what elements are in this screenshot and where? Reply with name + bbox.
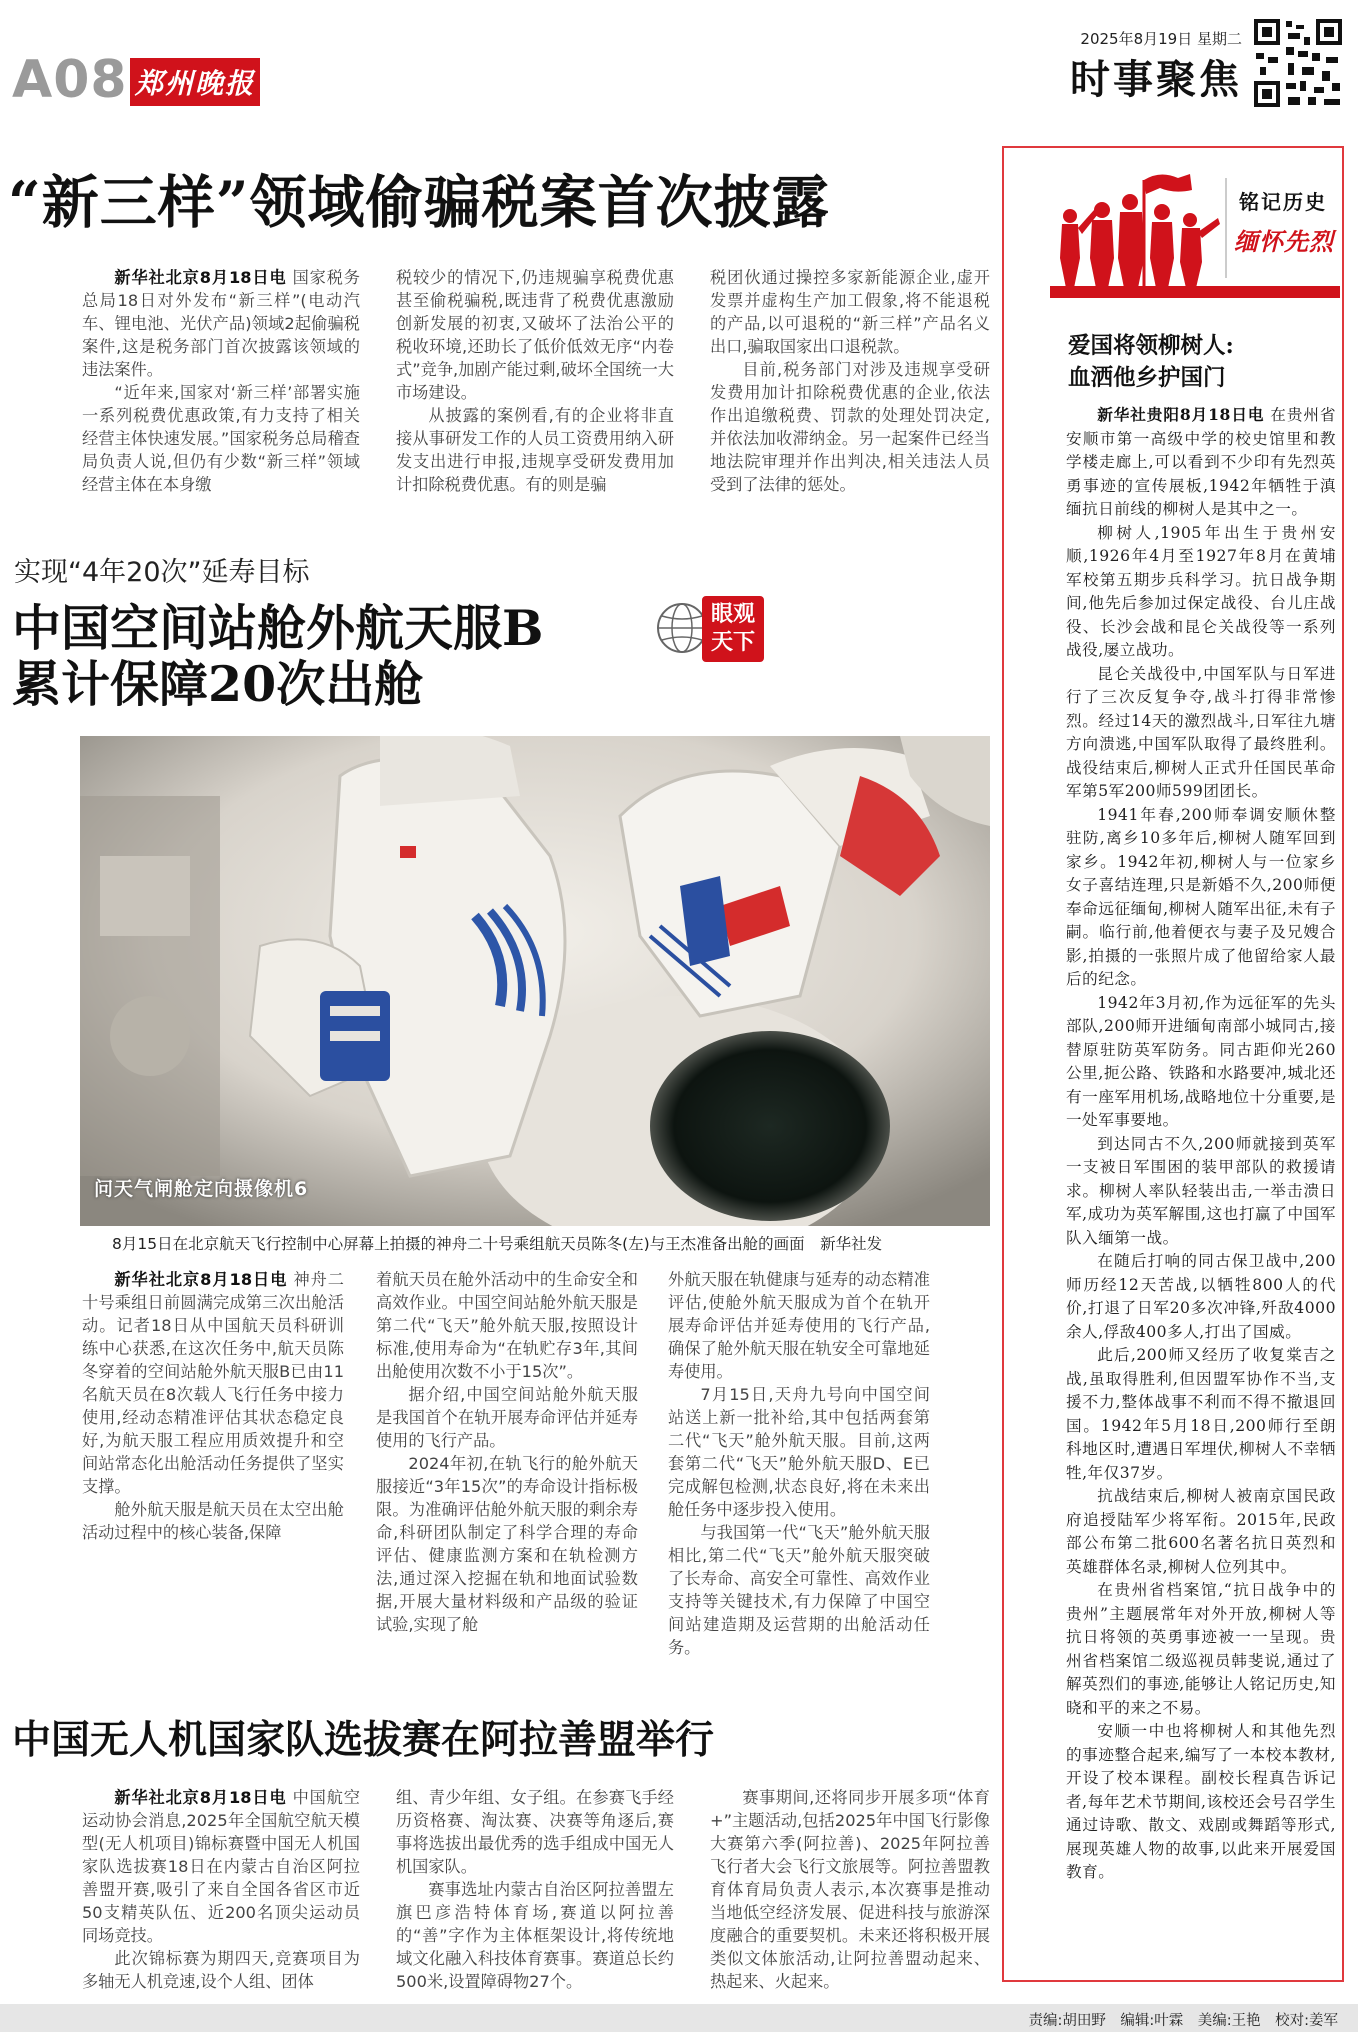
sidebar-paragraph: 抗战结束后,柳树人被南京国民政府追授陆军少将军衔。2015年,民政部公布第二批600名著名抗日英烈和英雄群体名录,柳树人位列其中。 (1066, 1487, 1336, 1576)
article2-dateline: 新华社北京8月18日电 (114, 1270, 288, 1289)
paper-logo-text: 郑州晚报 (134, 67, 255, 100)
column-badge-bottom: 天下 (710, 630, 755, 655)
article2-paragraph: 着航天员在舱外活动中的生命安全和高效作业。中国空间站舱外航天服是第二代“飞天”舱外航天服,按照设计标准,使用寿命为“在轨贮存3年,其间出舱使用次数不小于15次”。 (376, 1270, 638, 1381)
article1-paragraph: “近年来,国家对‘新三样’部署实施一系列税费优惠政策,有力支持了相关经营主体快速发展。”国家税务总局稽查局负责人说,但仍有少数“新三样”领域经营主体在本身缴 (82, 383, 360, 494)
article2-paragraph: 神舟二十号乘组日前圆满完成第三次出舱活动。记者18日从中国航天员科研训练中心获悉,在这次任务中,航天员陈冬穿着的空间站舱外航天服B已由11名航天员在8次载人飞行任务中接力使用,经动态精准评估其状态稳定良好,为航天服工程应用质效提升和空间站常态化出舱活动任务提供了坚实支撑。 (82, 1270, 344, 1496)
article1-column-3 (710, 266, 990, 496)
article3-paragraph: 赛事期间,还将同步开展多项“体育+”主题活动,包括2025年中国飞行影像大赛第六季(阿拉善)、2025年阿拉善飞行者大会飞行文旅展等。阿拉善盟教育体育局负责人表示,本次赛事是推动当地低空经济发展、促进科技与旅游深度融合的重要契机。未来还将积极开展类似文体旅活动,让阿拉善盟动起来、热起来、火起来。 (710, 1788, 990, 1991)
masthead (0, 0, 1358, 110)
sidebar-headline-line-2: 血洒他乡护国门 (1068, 365, 1226, 391)
sidebar-frame (1002, 146, 1344, 1982)
sidebar-banner (1050, 158, 1340, 298)
column-badge (652, 596, 766, 662)
article1-headline: “新三样”领域偷骗税案首次披露 (8, 169, 830, 236)
spacewalk-photo (80, 736, 990, 1226)
sidebar-headline-line-1: 爱国将领柳树人: (1068, 333, 1234, 359)
sidebar-paragraph: 到达同古不久,200师就接到英军一支被日军围困的装甲部队的救援请求。柳树人率队轻装出击,一举击溃日军,成功为英军解围,这也打赢了中国军队入缅第一战。 (1066, 1134, 1336, 1247)
article3-headline: 中国无人机国家队选拔赛在阿拉善盟举行 (12, 1717, 715, 1763)
article2-paragraph: 2024年初,在轨飞行的舱外航天服接近“3年15次”的寿命设计指标极限。为准确评估舱外航天服的剩余寿命,科研团队制定了科学合理的寿命评估、健康监测方案和在轨检测方法,通过深入挖掘在轨和地面试验数据,开展大量材料级和产品级的验证试验,实现了舱 (376, 1454, 638, 1634)
sidebar-banner-title: 铭记历史 (1239, 190, 1327, 214)
article1-column-2 (396, 266, 674, 496)
article1-paragraph: 从披露的案例看,有的企业将非直接从事研发工作的人员工资费用纳入研发支出进行申报,违规享受研发费用加计扣除税费优惠。有的则是骗 (396, 406, 674, 494)
article2-headline-line-1: 中国空间站舱外航天服B (12, 599, 544, 657)
sidebar-paragraph: 在贵州省档案馆,“抗日战争中的贵州”主题展常年对外开放,柳树人等抗日将领的英勇事迹被一一呈现。贵州省档案馆二级巡视员韩斐说,通过了解英烈们的事迹,能够让人铭记历史,知晓和平的来之不易。 (1066, 1581, 1336, 1717)
article2-column-3 (668, 1268, 930, 1658)
sidebar-headline (1068, 330, 1338, 394)
sidebar-paragraph: 昆仑关战役中,中国军队与日军进行了三次反复争夺,战斗打得非常惨烈。经过14天的激烈战斗,日军往九塘方向溃逃,中国军队取得了最终胜利。战役结束后,柳树人正式升任国民革命军第5军200师599团团长。 (1066, 664, 1336, 800)
qr-code-icon (1252, 17, 1344, 109)
sidebar-paragraph: 柳树人,1905年出生于贵州安顺,1926年4月至1927年8月在黄埔军校第五期步兵科学习。抗日战争期间,他先后参加过保定战役、台儿庄战役、长沙会战和昆仑关战役等一系列战役,屡立战功。 (1066, 523, 1336, 659)
article2-column-1 (82, 1268, 344, 1658)
sidebar-paragraph: 在随后打响的同古保卫战中,200师历经12天苦战,以牺牲800人的代价,打退了日军20多次冲锋,歼敌4000余人,俘敌400多人,打出了国威。 (1066, 1252, 1336, 1341)
article3-paragraph: 赛事选址内蒙古自治区阿拉善盟左旗巴彦浩特体育场,赛道以阿拉善的“善”字作为主体框架设计,将传统地域文化融入科技体育赛事。赛道总长约500米,设置障碍物27个。 (396, 1880, 674, 1991)
sidebar-paragraph: 1942年3月初,作为远征军的先头部队,200师开进缅甸南部小城同古,接替原驻防英军防务。同古距仰光260公里,扼公路、铁路和水路要冲,城北还有一座军用机场,战略地位十分重要,是一处军事要地。 (1066, 993, 1336, 1129)
sidebar-paragraph: 在贵州省安顺市第一高级中学的校史馆里和教学楼走廊上,可以看到不少印有先烈英勇事迹的宣传展板,1942年牺牲于滇缅抗日前线的柳树人是其中之一。 (1066, 406, 1336, 518)
sidebar-body (1066, 403, 1336, 1975)
article3-column-2 (396, 1786, 674, 2011)
column-badge-label (702, 596, 764, 662)
article1-paragraph: 税较少的情况下,仍违规骗享税费优惠甚至偷税骗税,既违背了税费优惠激励创新发展的初衷,又破坏了法治公平的税收环境,还助长了低价低效无序“内卷式”竞争,加剧产能过剩,破坏全国统一大市场建设。 (396, 268, 674, 402)
article2-kicker: 实现“4年20次”延寿目标 (14, 557, 310, 588)
sidebar-paragraph: 安顺一中也将柳树人和其他先烈的事迹整合起来,编写了一本校本教材,开设了校本课程。副校长程真告诉记者,每年艺术节期间,该校还会号召学生通过诗歌、散文、戏剧或舞蹈等形式,展现英雄人物的故事,以此来开展爱国教育。 (1066, 1722, 1336, 1881)
article3-column-1 (82, 1786, 360, 2011)
article1-column-1 (82, 266, 360, 496)
article3-column-3 (710, 1786, 990, 2011)
photo-overlay-label: 问天气闸舱定向摄像机6 (94, 1178, 309, 1200)
article2-headline-line-2: 累计保障20次出舱 (12, 655, 424, 713)
article2-paragraph: 据介绍,中国空间站舱外航天服是我国首个在轨开展寿命评估并延寿使用的飞行产品。 (376, 1385, 638, 1450)
article2-paragraph: 与我国第一代“飞天”舱外航天服相比,第二代“飞天”舱外航天服突破了长寿命、高安全可靠性、高效作业支持等关键技术,有力保障了中国空间站建造期及运营期的出舱活动任务。 (668, 1523, 930, 1657)
footer-credits: 责编:胡田野 编辑:叶霖 美编:王艳 校对:姜军 (1028, 2013, 1338, 2029)
article3-paragraph: 组、青少年组、女子组。在参赛飞手经历资格赛、淘汰赛、决赛等角逐后,赛事将选拔出最优秀的选手组成中国无人机国家队。 (396, 1788, 674, 1876)
article3-paragraph: 此次锦标赛为期四天,竞赛项目为多轴无人机竞速,设个人组、团体 (82, 1949, 360, 1991)
article1-dateline: 新华社北京8月18日电 (114, 268, 287, 287)
photo-caption: 8月15日在北京航天飞行控制中心屏幕上拍摄的神舟二十号乘组航天员陈冬(左)与王杰准备出舱的画面 新华社发 (112, 1235, 883, 1253)
article1-paragraph: 目前,税务部门对涉及违规享受研发费用加计扣除税费优惠的企业,依法作出追缴税费、罚款的处理处罚决定,并依法加收滞纳金。另一起案件已经当地法院审理并作出判决,相关违法人员受到了法律的惩处。 (710, 360, 990, 494)
sidebar-dateline: 新华社贵阳8月18日电 (1097, 405, 1265, 424)
article1-paragraph: 国家税务总局18日对外发布“新三样”(电动汽车、锂电池、光伏产品)领域2起偷骗税案件,这是税务部门首次披露该领域的违法案件。 (82, 268, 360, 379)
sidebar-paragraph: 此后,200师又经历了收复棠吉之战,虽取得胜利,但因盟军协作不当,支援不力,整体战事不利而不得不撤退回国。1942年5月18日,200师行至朗科地区时,遭遇日军埋伏,柳树人不幸牺牲,年仅37岁。 (1066, 1346, 1336, 1482)
paper-logo (130, 58, 260, 106)
issue-date: 2025年8月19日 星期二 (1080, 30, 1242, 48)
article3-paragraph: 中国航空运动协会消息,2025年全国航空航天模型(无人机项目)锦标赛暨中国无人机国家队选拔赛18日在内蒙古自治区阿拉善盟开赛,吸引了来自全国各省区市近50支精英队伍、近200名顶尖运动员同场竞技。 (82, 1788, 360, 1945)
page-number: A08 (12, 50, 128, 110)
article2-paragraph: 外航天服在轨健康与延寿的动态精准评估,使舱外航天服成为首个在轨开展寿命评估并延寿使用的飞行产品,确保了舱外航天服在轨安全可靠地延寿使用。 (668, 1270, 930, 1381)
section-title: 时事聚焦 (1070, 57, 1242, 103)
article2-paragraph: 舱外航天服是航天员在太空出舱活动过程中的核心装备,保障 (82, 1500, 344, 1542)
article1-paragraph: 税团伙通过操控多家新能源企业,虚开发票并虚构生产加工假象,将不能退税的产品,以可退税的“新三样”产品名义出口,骗取国家出口退税款。 (710, 268, 990, 356)
footer-bar (0, 2004, 1358, 2032)
sidebar-banner-subtitle: 缅怀先烈 (1234, 227, 1334, 256)
article3-dateline: 新华社北京8月18日电 (114, 1788, 287, 1807)
column-badge-top: 眼观 (710, 602, 755, 627)
article2-paragraph: 7月15日,天舟九号向中国空间站送上新一批补给,其中包括两套第二代“飞天”舱外航天服。目前,这两套第二代“飞天”舱外航天服D、E已完成解包检测,状态良好,将在未来出舱任务中逐步投入使用。 (668, 1385, 930, 1519)
sidebar-paragraph: 1941年春,200师奉调安顺休整驻防,离乡10多年后,柳树人随军回到家乡。1942年初,柳树人与一位家乡女子喜结连理,只是新婚不久,200师便奉命远征缅甸,柳树人随军出征,未有子嗣。临行前,他着便衣与妻子及兄嫂合影,拍摄的一张照片成了他留给家人最后的纪念。 (1066, 805, 1336, 988)
article2-column-2 (376, 1268, 638, 1658)
